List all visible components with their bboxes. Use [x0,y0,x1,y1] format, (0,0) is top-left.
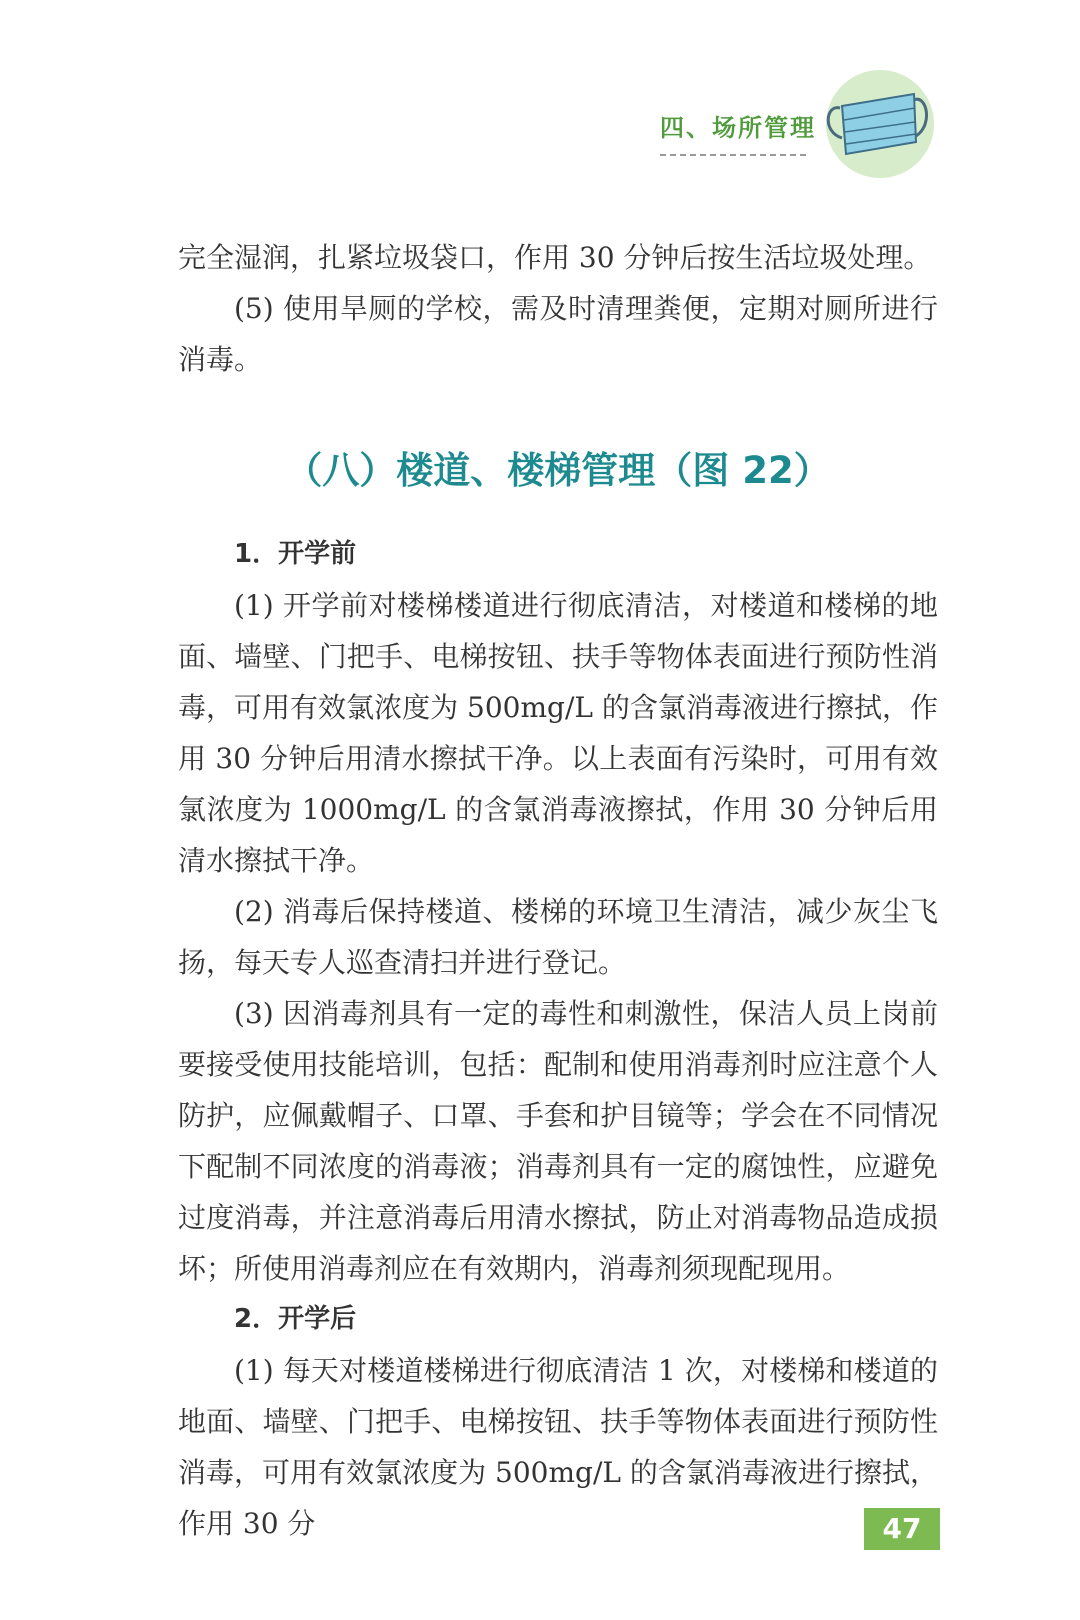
chapter-title: 四、场所管理 [660,114,816,142]
body-paragraph: (3) 因消毒剂具有一定的毒性和刺激性，保洁人员上岗前要接受使用技能培训，包括：配制和使用消毒剂时应注意个人防护，应佩戴帽子、口罩、手套和护目镜等；学会在不同情况下配制不同浓度的消毒液；消毒剂具有一定的腐蚀性，应避免过度消毒，并注意消毒后用清水擦拭，防止对消毒物品造成损坏；所使用消毒剂应在有效期内，消毒剂须现配现用。 [178,997,938,1285]
section-title: （八）楼道、楼梯管理（图 22） [285,449,831,492]
body-paragraph: 完全湿润，扎紧垃圾袋口，作用 30 分钟后按生活垃圾处理。 [178,241,932,274]
body-paragraph: (2) 消毒后保持楼道、楼梯的环境卫生清洁，减少灰尘飞扬，每天专人巡查清扫并进行登记。 [178,895,938,979]
subsection-heading: 2．开学后 [234,1304,357,1334]
page-body [178,232,938,1549]
body-paragraph: (1) 每天对楼道楼梯进行彻底清洁 1 次，对楼梯和楼道的地面、墙壁、门把手、电梯按钮、扶手等物体表面进行预防性消毒，可用有效氯浓度为 500mg/L 的含氯消毒液进行擦拭，作用 30 分 [178,1354,938,1540]
subsection-heading: 1．开学前 [234,539,357,569]
body-paragraph: (1) 开学前对楼梯楼道进行彻底清洁，对楼道和楼梯的地面、墙壁、门把手、电梯按钮、扶手等物体表面进行预防性消毒，可用有效氯浓度为 500mg/L 的含氯消毒液进行擦拭，作用 30 分钟后用清水擦拭干净。以上表面有污染时，可用有效氯浓度为 1000mg/L 的含氯消毒液擦拭，作用 30 分钟后用清水擦拭干净。 [178,589,938,877]
header-dashed-rule [660,154,806,156]
running-header [0,70,1080,180]
body-paragraph: (5) 使用旱厕的学校，需及时清理粪便，定期对厕所进行消毒。 [178,292,938,376]
face-mask-icon [822,80,934,172]
page-number: 47 [864,1508,940,1550]
